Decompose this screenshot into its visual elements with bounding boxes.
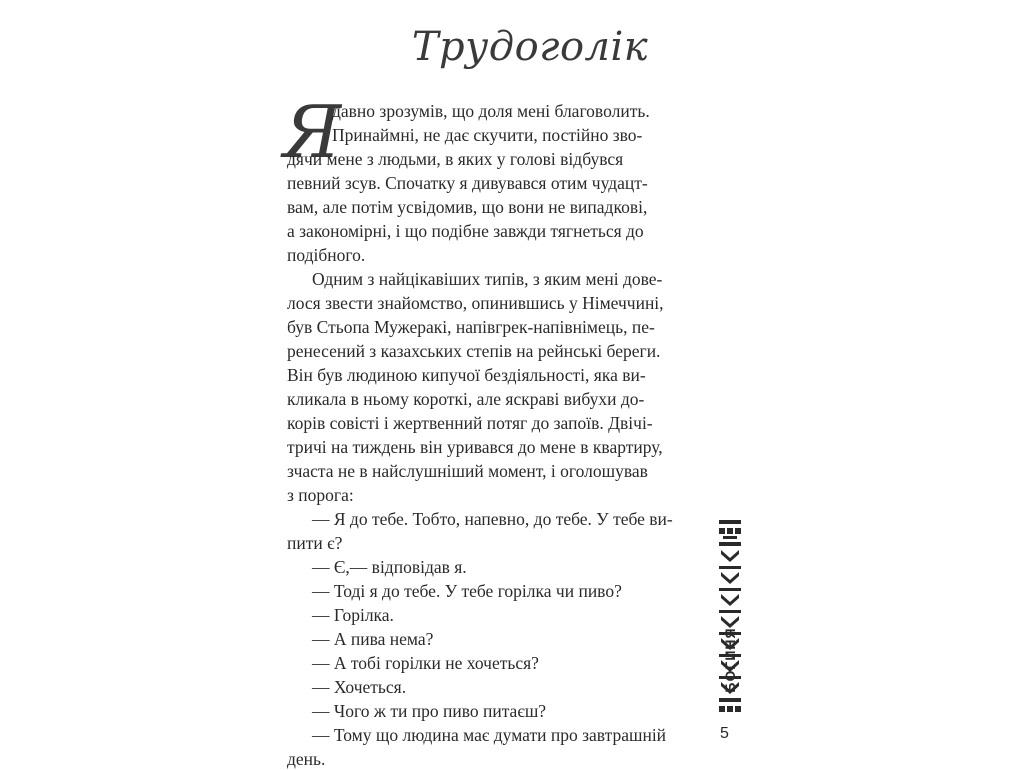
text-line: Принаймні, не дає скучити, постійно зво- <box>332 125 643 145</box>
book-title-vertical: БОГИНЯ <box>722 627 738 693</box>
page-number: 5 <box>720 725 729 742</box>
text-line: певний зсув. Спочатку я дивувався отим чудацт- <box>287 173 648 193</box>
text-line: — Горілка. <box>312 605 394 625</box>
text-line: — А тобі горілки не хочеться? <box>312 653 539 673</box>
text-line: Одним з найцікавіших типів, з яким мені дове- <box>312 269 663 289</box>
text-line: лося звести знайомство, опинившись у Німеччині, <box>287 293 664 313</box>
text-line: — Тоді я до тебе. У тебе горілка чи пиво? <box>312 581 622 601</box>
text-line: корів совісті і жертвенний потяг до запоїв. Двічі- <box>287 413 653 433</box>
text-line: а закономірні, і що подібне завжди тягнеться до <box>287 221 644 241</box>
text-line: тричі на тиждень він уривався до мене в квартиру, <box>287 437 663 457</box>
text-line: пити є? <box>287 533 343 553</box>
text-line: давно зрозумів, що доля мені благоволить. <box>332 101 650 121</box>
text-line: — А пива нема? <box>312 629 434 649</box>
text-line: ренесений з казахських степів на рейнські береги. <box>287 341 661 361</box>
text-line: кликала в ньому короткі, але яскраві вибухи до- <box>287 389 645 409</box>
text-line: — Хочеться. <box>312 677 407 697</box>
text-line: з порога: <box>287 485 354 505</box>
drop-cap: Я <box>283 90 342 174</box>
text-line: подібного. <box>287 245 366 265</box>
text-line: був Стьопа Мужеракі, напівгрек-напівнімець, пе- <box>287 317 655 337</box>
text-line: — Чого ж ти про пиво питаєш? <box>312 701 547 721</box>
text-line: дячи мене з людьми, в яких у голові відбувся <box>287 149 624 169</box>
chapter-title: Трудоголік <box>411 24 649 70</box>
text-line: зчаста не в найслушніший момент, і оголошував <box>287 461 648 481</box>
text-line: Він був людиною кипучої бездіяльності, яка ви- <box>287 365 646 385</box>
text-line: день. <box>287 749 326 769</box>
text-line: вам, але потім усвідомив, що вони не випадкові, <box>287 197 648 217</box>
text-line: — Є,— відповідав я. <box>312 557 467 577</box>
text-line: — Тому що людина має думати про завтрашній <box>312 725 667 745</box>
text-line: — Я до тебе. Тобто, напевно, до тебе. У тебе ви- <box>312 509 673 529</box>
